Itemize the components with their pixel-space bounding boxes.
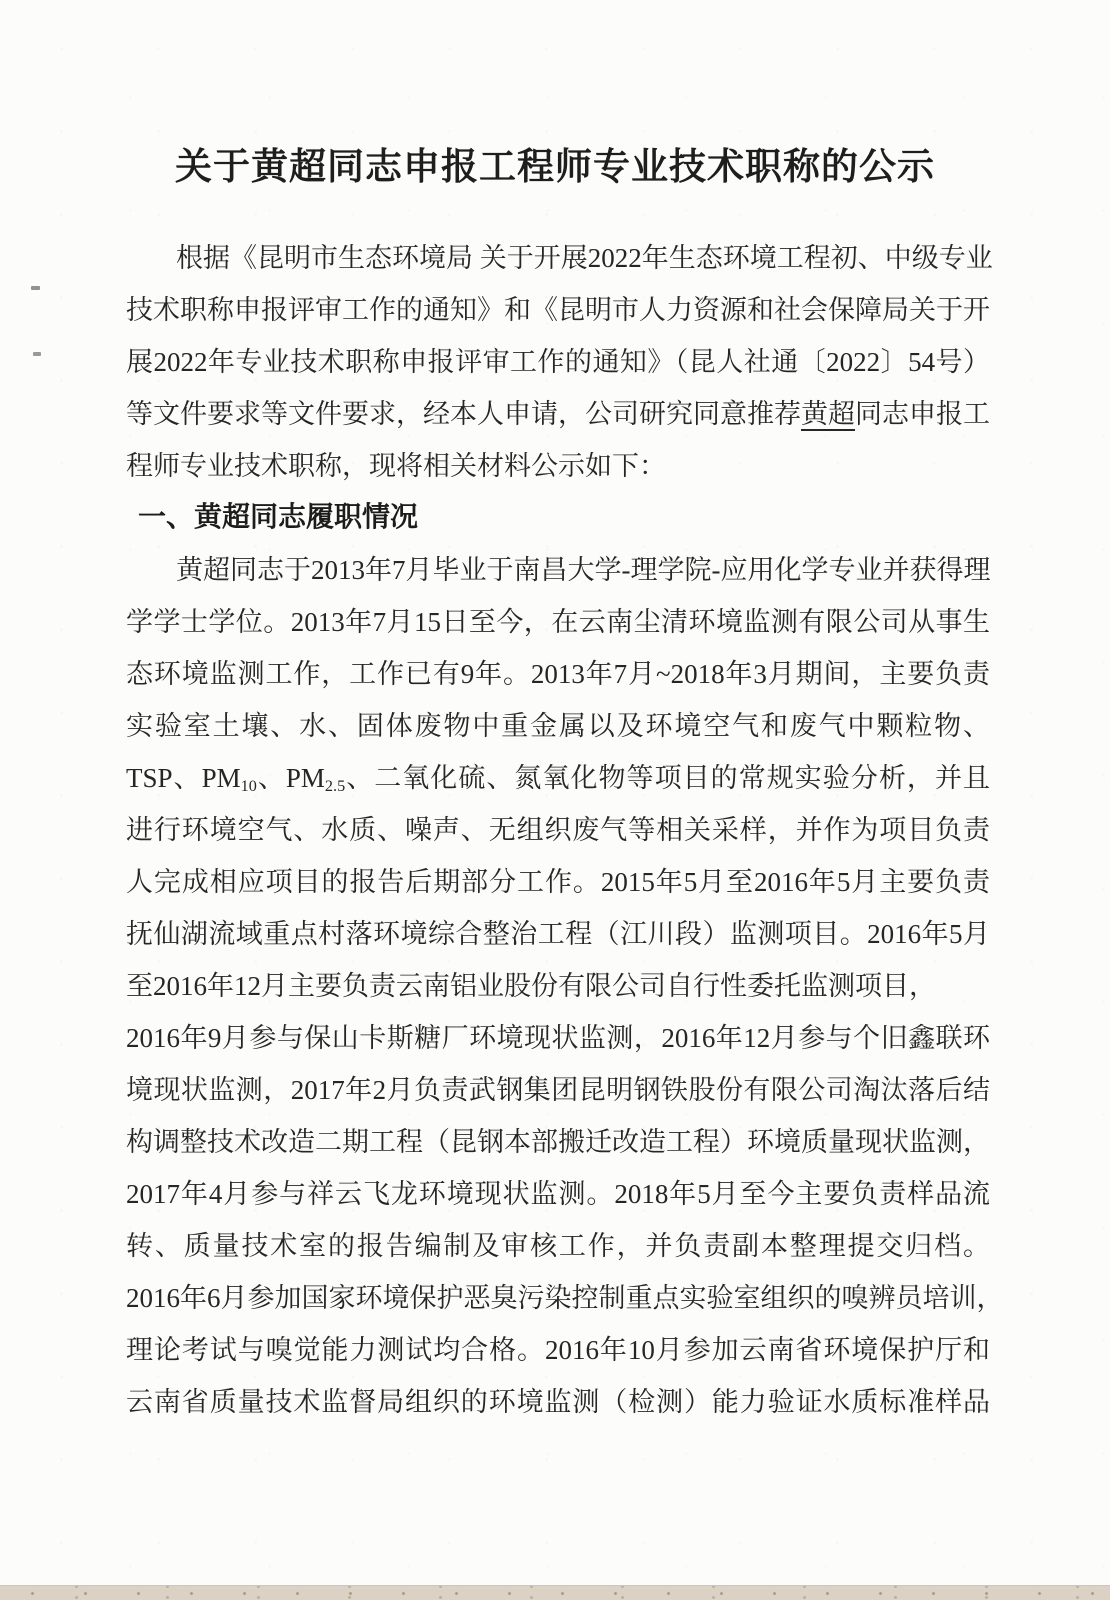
para2-line-8: 抚仙湖流域重点村落环境综合整治工程（江川段）监测项目。2016年5月 xyxy=(126,919,990,949)
para2-line-16: 理论考试与嗅觉能力测试均合格。2016年10月参加云南省环境保护厅和 xyxy=(126,1335,990,1365)
para2-line-17: 云南省质量技术监督局组织的环境监测（检测）能力验证水质标准样品 xyxy=(126,1387,990,1417)
pm25-subscript: 2.5 xyxy=(324,777,346,796)
para2-line-11: 境现状监测，2017年2月负责武钢集团昆明钢铁股份有限公司淘汰落后结 xyxy=(126,1075,990,1105)
pm-line-seg-a: TSP、PM xyxy=(126,763,241,793)
para2-line-1: 黄超同志于2013年7月毕业于南昌大学-理学院-应用化学专业并获得理 xyxy=(176,555,991,585)
para1-line-3: 展2022年专业技术职称申报评审工作的通知》（昆人社通〔2022〕54号） xyxy=(126,347,990,377)
section-heading: 一、黄超同志履职情况 xyxy=(138,502,419,533)
scanner-edge-band xyxy=(0,1585,1110,1600)
para2-line-3: 态环境监测工作，工作已有9年。2013年7月~2018年3月期间，主要负责 xyxy=(126,659,990,689)
scan-artifact-dash xyxy=(33,352,41,356)
para2-line-10: 2016年9月参与保山卡斯糖厂环境现状监测，2016年12月参与个旧鑫联环 xyxy=(126,1023,990,1053)
scan-artifact-dash xyxy=(31,286,40,290)
para2-line-4: 实验室土壤、水、固体废物中重金属以及环境空气和废气中颗粒物、 xyxy=(126,711,990,741)
para1-line-5: 程师专业技术职称，现将相关材料公示如下： xyxy=(126,451,666,481)
para2-line-7: 人完成相应项目的报告后期部分工作。2015年5月至2016年5月主要负责 xyxy=(126,867,990,897)
para2-line-13: 2017年4月参与祥云飞龙环境现状监测。2018年5月至今主要负责样品流 xyxy=(126,1179,990,1209)
pm-line-seg-b: 、PM xyxy=(256,763,325,793)
para2-line-9: 至2016年12月主要负责云南铝业股份有限公司自行性委托监测项目， xyxy=(126,971,936,1001)
para1-line-2: 技术职称申报评审工作的通知》和《昆明市人力资源和社会保障局关于开 xyxy=(126,295,990,325)
para2-line-5-pm xyxy=(126,752,990,804)
applicant-name-underlined: 黄超 xyxy=(801,399,855,429)
para2-line-12: 构调整技术改造二期工程（昆钢本部搬迁改造工程）环境质量现状监测， xyxy=(126,1127,990,1157)
para1-line-1: 根据《昆明市生态环境局 关于开展2022年生态环境工程初、中级专业 xyxy=(176,243,993,273)
para1-line4-post: 同志申报工 xyxy=(855,399,990,429)
para2-line-2: 学学士学位。2013年7月15日至今，在云南尘清环境监测有限公司从事生 xyxy=(126,607,990,637)
para2-line-14: 转、质量技术室的报告编制及审核工作，并负责副本整理提交归档。 xyxy=(126,1231,990,1261)
para1-line-4 xyxy=(126,388,990,440)
pm10-subscript: 10 xyxy=(240,777,257,796)
para1-line4-pre: 等文件要求等文件要求，经本人申请，公司研究同意推荐 xyxy=(126,399,801,429)
document-body xyxy=(126,232,1004,1428)
document-title: 关于黄超同志申报工程师专业技术职称的公示 xyxy=(175,147,935,188)
pm-line-seg-c: 、二氧化硫、氮氧化物等项目的常规实验分析，并且 xyxy=(345,763,990,793)
para2-line-15: 2016年6月参加国家环境保护恶臭污染控制重点实验室组织的嗅辨员培训， xyxy=(126,1283,1004,1313)
para2-line-6: 进行环境空气、水质、噪声、无组织废气等相关采样，并作为项目负责 xyxy=(126,815,990,845)
